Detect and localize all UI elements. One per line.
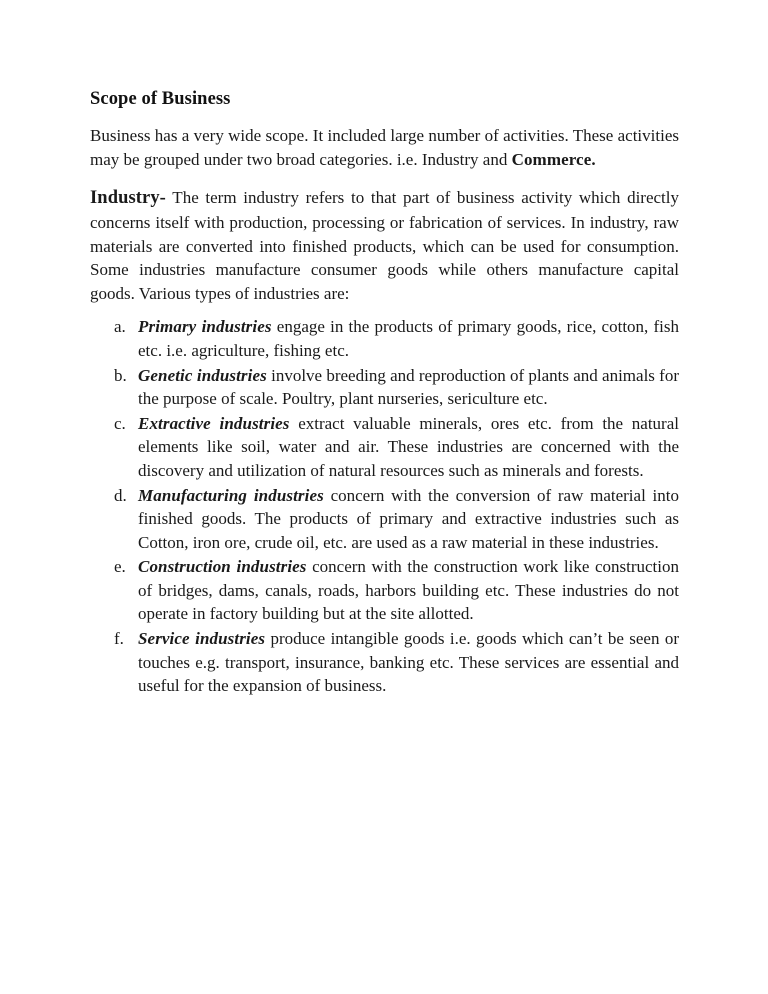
list-item-title: Extractive industries xyxy=(138,413,290,433)
paragraph-industry xyxy=(90,186,679,305)
list-item-marker: f. xyxy=(114,629,124,649)
list-item-marker: c. xyxy=(114,413,126,433)
list-item-title: Service industries xyxy=(138,629,266,649)
paragraph-intro-bold-commerce: Commerce. xyxy=(511,149,596,169)
page-title: Scope of Business xyxy=(90,89,231,109)
paragraph-intro-text: Business has a very wide scope. It included large number of activities. These activities may be grouped under two broad categories. i.e. Industry and xyxy=(90,126,679,169)
list-item xyxy=(90,412,679,483)
list-item xyxy=(90,484,679,555)
list-item-marker: b. xyxy=(114,365,127,385)
list-item xyxy=(90,627,679,698)
list-item-body: produce intangible goods i.e. goods which can’t be seen or touches e.g. transport, insurance, banking etc. These services are essential and useful for the expansion of business. xyxy=(138,629,679,696)
list-item xyxy=(90,364,679,411)
list-item-marker: a. xyxy=(114,317,126,337)
industry-types-list xyxy=(90,315,679,698)
industry-lead-label: Industry- xyxy=(90,188,166,209)
industry-body-text: The term industry refers to that part of business activity which directly concerns itself with production, processing or fabrication of services. In industry, raw materials are converted into finished products, which can be used for consumption. Some industries manufacture consumer goods while others manufacture capital goods. Various types of industries are: xyxy=(90,188,679,303)
list-item-title: Primary industries xyxy=(138,317,272,337)
list-item xyxy=(90,315,679,362)
list-item-marker: e. xyxy=(114,557,126,577)
list-item-body: concern with the conversion of raw material into finished goods. The products of primary and extractive industries such as Cotton, iron ore, crude oil, etc. are used as a raw material in these industries. xyxy=(138,485,679,552)
list-item-title: Construction industries xyxy=(138,557,307,577)
list-item-title: Manufacturing industries xyxy=(138,485,324,505)
list-item-title: Genetic industries xyxy=(138,365,267,385)
paragraph-intro xyxy=(90,124,679,171)
list-item-body: involve breeding and reproduction of plants and animals for the purpose of scale. Poultry, plant nurseries, sericulture etc. xyxy=(138,365,679,409)
list-item-body: engage in the products of primary goods, rice, cotton, fish etc. i.e. agriculture, fishing etc. xyxy=(138,317,679,360)
list-item-body: extract valuable minerals, ores etc. from the natural elements like soil, water and air. These industries are concerned with the discovery and utilization of natural resources such as minerals and forests. xyxy=(138,413,679,480)
list-item-marker: d. xyxy=(114,485,127,505)
list-item xyxy=(90,555,679,626)
list-item-body: concern with the construction work like construction of bridges, dams, canals, roads, harbors building etc. These industries do not operate in factory building but at the site allotted. xyxy=(138,557,680,624)
